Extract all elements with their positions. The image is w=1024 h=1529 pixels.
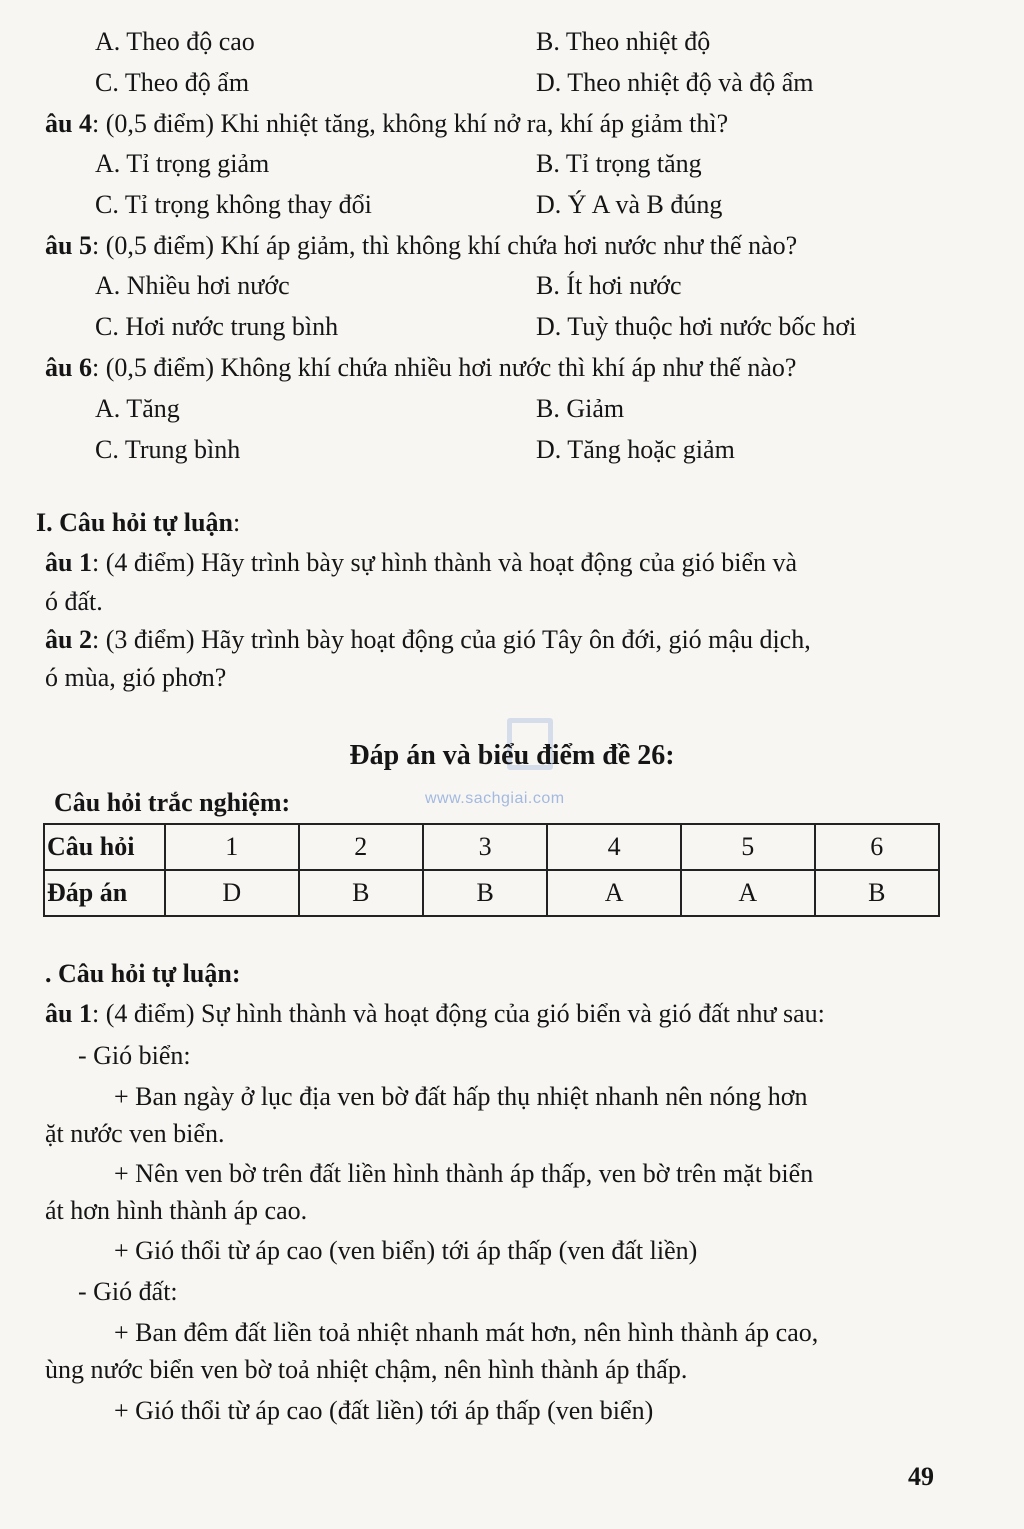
q3-option-d: D. Theo nhiệt độ và độ ẩm xyxy=(536,68,814,97)
solution-heading: . Câu hỏi tự luận: xyxy=(45,959,241,988)
q4-option-c: C. Tỉ trọng không thay đổi xyxy=(95,190,372,219)
table-cell-answer: B xyxy=(815,870,939,916)
sea-breeze-point-3: + Gió thổi từ áp cao (ven biển) tới áp thấp (ven đất liền) xyxy=(114,1236,698,1265)
q6-option-a: A. Tăng xyxy=(95,394,180,423)
solution-question-1-label: âu 1 xyxy=(45,999,92,1028)
question-5 xyxy=(45,231,797,261)
table-cell-number: 6 xyxy=(815,824,939,870)
table-cell-number: 1 xyxy=(165,824,299,870)
q5-option-b: B. Ít hơi nước xyxy=(536,271,682,300)
question-4-label: âu 4 xyxy=(45,109,92,138)
q5-option-d: D. Tuỳ thuộc hơi nước bốc hơi xyxy=(536,312,857,341)
q4-option-b: B. Tỉ trọng tăng xyxy=(536,149,702,178)
table-cell-answer: A xyxy=(681,870,815,916)
essay-question-2-label: âu 2 xyxy=(45,625,92,654)
essay-heading-text: I. Câu hỏi tự luận xyxy=(36,508,233,537)
q5-option-c: C. Hơi nước trung bình xyxy=(95,312,339,341)
table-row-answers xyxy=(44,870,939,916)
table-cell-answer: D xyxy=(165,870,299,916)
table-cell-number: 5 xyxy=(681,824,815,870)
land-breeze-point-2: + Gió thổi từ áp cao (đất liền) tới áp thấp (ven biển) xyxy=(114,1396,654,1425)
essay-question-2 xyxy=(45,625,811,655)
q3-option-b: B. Theo nhiệt độ xyxy=(536,27,711,56)
question-6-text: : (0,5 điểm) Không khí chứa nhiều hơi nước thì khí áp như thế nào? xyxy=(91,353,797,382)
table-header-answer: Đáp án xyxy=(44,870,165,916)
essay-question-2-text: : (3 điểm) Hãy trình bày hoạt động của gió Tây ôn đới, gió mậu dịch, xyxy=(91,625,811,654)
table-cell-answer: A xyxy=(547,870,681,916)
answer-table xyxy=(43,823,940,917)
essay-question-1 xyxy=(45,548,797,578)
q4-option-d: D. Ý A và B đúng xyxy=(536,190,723,219)
essay-question-1-text: : (4 điểm) Hãy trình bày sự hình thành và hoạt động của gió biển và xyxy=(91,548,798,577)
land-breeze-point-1: + Ban đêm đất liền toả nhiệt nhanh mát hơn, nên hình thành áp cao, xyxy=(114,1318,819,1347)
question-4 xyxy=(45,109,728,139)
q4-option-a: A. Tỉ trọng giảm xyxy=(95,149,270,178)
essay-heading xyxy=(36,508,240,538)
question-6-label: âu 6 xyxy=(45,353,92,382)
essay-question-1-continued: ó đất. xyxy=(45,587,103,616)
essay-question-2-continued: ó mùa, gió phơn? xyxy=(45,663,227,692)
land-breeze-point-1-continued: ùng nước biển ven bờ toả nhiệt chậm, nên hình thành áp thấp. xyxy=(45,1355,688,1384)
q3-option-c: C. Theo độ ẩm xyxy=(95,68,250,97)
table-cell-number: 4 xyxy=(547,824,681,870)
solution-question-1-text: : (4 điểm) Sự hình thành và hoạt động của gió biển và gió đất như sau: xyxy=(91,999,825,1028)
sea-breeze-point-1-continued: ặt nước ven biển. xyxy=(45,1119,225,1148)
table-header-question: Câu hỏi xyxy=(44,824,165,870)
table-row-questions xyxy=(44,824,939,870)
q6-option-c: C. Trung bình xyxy=(95,435,241,464)
sea-breeze-heading: - Gió biển: xyxy=(78,1041,191,1070)
question-4-text: : (0,5 điểm) Khi nhiệt tăng, không khí nở ra, khí áp giảm thì? xyxy=(91,109,729,138)
q6-option-b: B. Giảm xyxy=(536,394,625,423)
sea-breeze-point-1: + Ban ngày ở lục địa ven bờ đất hấp thụ nhiệt nhanh nên nóng hơn xyxy=(114,1082,808,1111)
essay-question-1-label: âu 1 xyxy=(45,548,92,577)
question-6 xyxy=(45,353,796,383)
watermark-url: www.sachgiai.com xyxy=(425,790,565,807)
question-5-text: : (0,5 điểm) Khí áp giảm, thì không khí chứa hơi nước như thế nào? xyxy=(91,231,798,260)
solution-question-1 xyxy=(45,999,825,1029)
answer-key-title: Đáp án và biểu điểm đề 26: xyxy=(349,740,675,771)
page-number: 49 xyxy=(908,1462,934,1491)
table-cell-number: 2 xyxy=(299,824,423,870)
q3-option-a: A. Theo độ cao xyxy=(95,27,255,56)
question-5-label: âu 5 xyxy=(45,231,92,260)
answer-key-subtitle: Câu hỏi trắc nghiệm: xyxy=(54,788,291,817)
sea-breeze-point-2-continued: át hơn hình thành áp cao. xyxy=(45,1196,308,1225)
table-cell-answer: B xyxy=(299,870,423,916)
q5-option-a: A. Nhiều hơi nước xyxy=(95,271,290,300)
q6-option-d: D. Tăng hoặc giảm xyxy=(536,435,735,464)
land-breeze-heading: - Gió đất: xyxy=(78,1277,178,1306)
table-cell-answer: B xyxy=(423,870,547,916)
table-cell-number: 3 xyxy=(423,824,547,870)
sea-breeze-point-2: + Nên ven bờ trên đất liền hình thành áp thấp, ven bờ trên mặt biển xyxy=(114,1159,814,1188)
essay-heading-colon: : xyxy=(232,508,241,537)
